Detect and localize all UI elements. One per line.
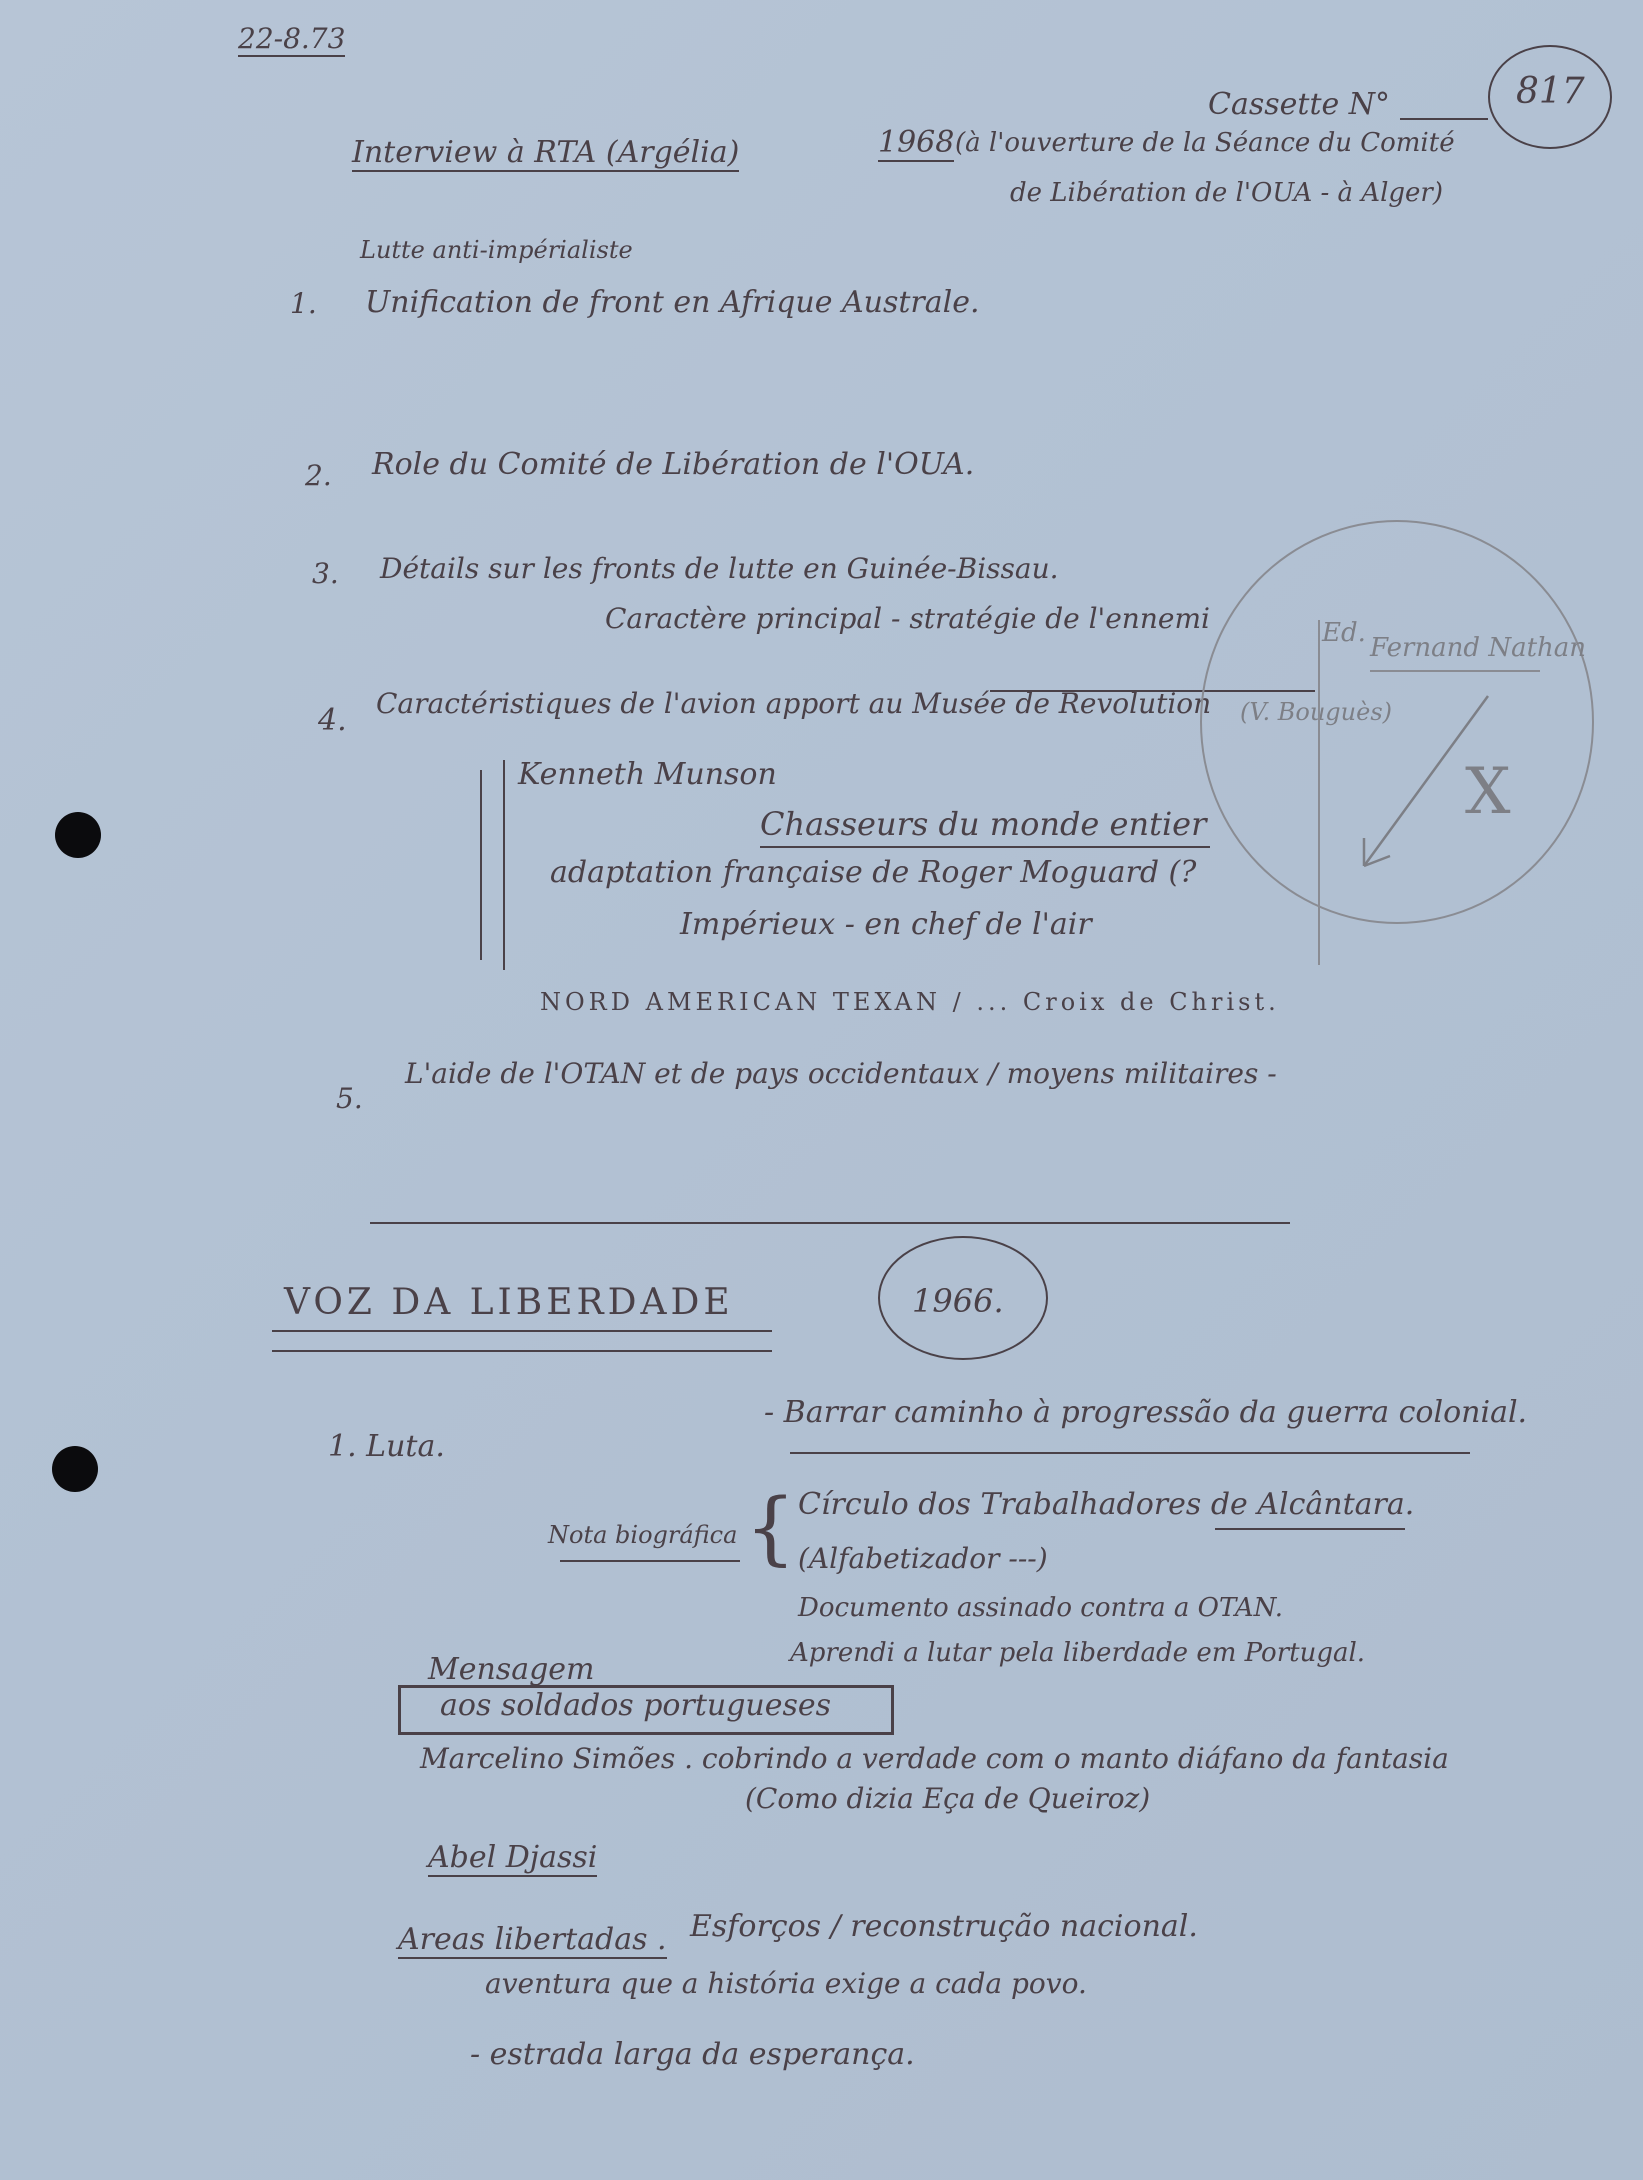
- voz-aventura: aventura que a história exige a cada povo.: [485, 1967, 1087, 2000]
- voz-estrada: - estrada larga da esperança.: [470, 2037, 915, 2072]
- topic-3-number: 3.: [312, 557, 339, 590]
- topic-1-text: Unification de front en Afrique Australe.: [365, 285, 980, 320]
- barrar-underline: [790, 1452, 1470, 1454]
- topic-5-number: 5.: [336, 1082, 363, 1115]
- voz-title: VOZ DA LIBERDADE: [284, 1282, 734, 1323]
- topic-3-text: Détails sur les fronts de lutte en Guinée-Bissau.: [380, 552, 1059, 585]
- interview-year: 1968: [878, 125, 955, 160]
- voz-areas-rest: Esforços / reconstrução nacional.: [690, 1909, 1198, 1944]
- cassette-number: 817: [1516, 71, 1585, 112]
- punch-hole-bottom: [52, 1446, 98, 1492]
- topic-4-number: 4.: [318, 703, 347, 738]
- section-separator: [370, 1222, 1290, 1224]
- document-date: 22-8.73: [238, 22, 346, 55]
- pencil-vertical-line: [1318, 620, 1320, 965]
- pencil-ed: Ed.: [1322, 618, 1366, 648]
- topic-3-subtext: Caractère principal - stratégie de l'ennemi: [605, 602, 1210, 635]
- interview-context-line1: (à l'ouverture de la Séance du Comité: [955, 128, 1455, 158]
- book-subtitle: Impérieux - en chef de l'air: [680, 907, 1092, 942]
- voz-title-underline-2: [272, 1350, 772, 1352]
- voz-mensagem: Mensagem: [428, 1652, 595, 1687]
- voz-documento: Documento assinado contra a OTAN.: [798, 1593, 1283, 1623]
- bracket-line-right: [503, 760, 505, 970]
- voz-year: 1966.: [912, 1282, 1004, 1320]
- book-author: Kenneth Munson: [518, 757, 777, 792]
- topic-1-number: 1.: [290, 287, 317, 320]
- voz-nota: Nota biográfica: [548, 1521, 738, 1549]
- interview-context-line2: de Libération de l'OUA - à Alger): [1010, 178, 1443, 208]
- voz-abel: Abel Djassi: [428, 1840, 598, 1875]
- book-title-underline: [760, 846, 1210, 848]
- pencil-publisher: Fernand Nathan: [1370, 633, 1587, 663]
- punch-hole-top: [55, 812, 101, 858]
- voz-luta: 1. Luta.: [328, 1429, 445, 1464]
- alcantara-underline: [1215, 1528, 1405, 1530]
- cassette-label: Cassette N°: [1208, 87, 1391, 122]
- topic-2-number: 2.: [305, 459, 332, 492]
- voz-circulo: Círculo dos Trabalhadores de Alcântara.: [798, 1487, 1415, 1522]
- voz-aprendi: Aprendi a lutar pela liberdade em Portugal.: [790, 1638, 1366, 1668]
- book-title: Chasseurs du monde entier: [760, 805, 1207, 843]
- voz-title-underline-1: [272, 1330, 772, 1332]
- voz-alfabetizador: (Alfabetizador ---): [798, 1542, 1048, 1575]
- topic-5-text: L'aide de l'OTAN et de pays occidentaux / moyens militaires -: [405, 1057, 1277, 1090]
- voz-marcelino: Marcelino Simões . cobrindo a verdade com o manto diáfano da fantasia: [420, 1742, 1449, 1775]
- voz-soldados: aos soldados portugueses: [440, 1688, 832, 1723]
- voz-barrar: - Barrar caminho à progressão da guerra colonial.: [764, 1395, 1528, 1430]
- publisher-underline: [1370, 670, 1540, 672]
- pencil-note: (V. Bouguès): [1240, 698, 1393, 726]
- cassette-number-blank: [1400, 118, 1488, 120]
- interview-title: Interview à RTA (Argélia): [352, 135, 740, 170]
- pencil-arrow-icon: [1340, 690, 1500, 880]
- topic-2-text: Role du Comité de Libération de l'OUA.: [372, 447, 975, 482]
- book-adaptation: adaptation française de Roger Moguard (?: [550, 855, 1197, 890]
- lutte-heading: Lutte anti-impérialiste: [360, 236, 633, 264]
- brace-symbol: {: [745, 1481, 796, 1574]
- bracket-line-left: [480, 770, 482, 960]
- topic-4-text: Caractéristiques de l'avion apport au Musée de Revolution: [376, 687, 1212, 720]
- voz-areas: Areas libertadas .: [398, 1922, 667, 1957]
- nota-underline: [560, 1560, 740, 1562]
- book-aircraft: NORD AMERICAN TEXAN / ... Croix de Christ.: [540, 988, 1280, 1016]
- voz-eca: (Como dizia Eça de Queiroz): [745, 1782, 1151, 1815]
- pencil-x-mark: X: [1465, 755, 1511, 829]
